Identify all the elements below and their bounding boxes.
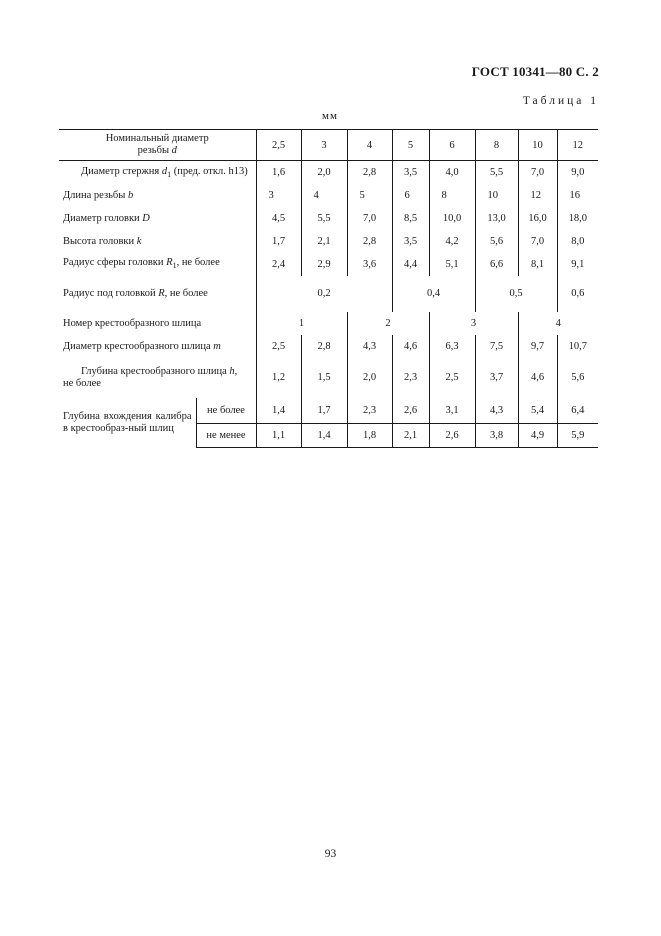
- header-value: 8: [475, 130, 518, 161]
- row-label-line2: не более: [63, 377, 101, 389]
- cell-value: 2,0: [301, 161, 347, 184]
- cell-value: 1,6: [256, 161, 301, 184]
- table-row: [59, 230, 598, 253]
- cell-value: 5,9: [557, 424, 598, 448]
- cell-value: 13,0: [475, 207, 518, 230]
- row-label-text: Радиус сферы головки: [63, 257, 164, 269]
- row-label: Глубина вхождения калибра в крестообраз-ный шлиц: [59, 398, 196, 448]
- cell-value: 4,2: [429, 230, 475, 253]
- header-value: 6: [429, 130, 475, 161]
- cell-value: 6: [392, 184, 429, 207]
- cell-value: 5,6: [571, 372, 585, 383]
- cell-value: 4: [555, 317, 561, 329]
- cell-value: 12: [518, 184, 557, 207]
- cell-value: 4,4: [392, 253, 429, 276]
- unit-label: мм: [322, 110, 338, 122]
- row-label-var: R: [166, 257, 173, 269]
- cell-value: 1,1: [256, 424, 301, 448]
- cell-value: 2,3: [392, 358, 429, 398]
- cell-value: 8,1: [518, 253, 557, 276]
- cell-value: 4,6: [392, 335, 429, 358]
- cell-value: 10,0: [429, 207, 475, 230]
- cell-value: 0,4: [392, 276, 475, 312]
- cell-value: 10,7: [568, 340, 587, 352]
- sub-label: не менее: [196, 424, 256, 448]
- cell-value: 0,6: [571, 288, 585, 299]
- header-value: 10: [518, 130, 557, 161]
- table-header-row: [59, 130, 598, 161]
- cell-value: 2,5: [429, 358, 475, 398]
- cell-value: 2,8: [347, 161, 392, 184]
- cell-value: 3,8: [475, 424, 518, 448]
- cell-value: 2,5: [256, 335, 301, 358]
- cell-value: 3: [429, 312, 518, 335]
- cell-value: 5,4: [518, 398, 557, 424]
- cell-value: 1,7: [301, 398, 347, 424]
- cell-value: 1,4: [256, 398, 301, 424]
- row-label-sub: 1: [172, 261, 177, 271]
- cell-value: 5: [347, 184, 392, 207]
- cell-value: 16,0: [518, 207, 557, 230]
- row-label-sub: 1: [167, 169, 172, 179]
- cell-value: 2,6: [392, 398, 429, 424]
- cell-value: 3,1: [429, 398, 475, 424]
- cell-value: 4,5: [256, 207, 301, 230]
- cell-value: 1,4: [301, 424, 347, 448]
- header-value: 5: [392, 130, 429, 161]
- cell-value: 2,1: [301, 230, 347, 253]
- cell-value: 8,5: [392, 207, 429, 230]
- screw-dimensions-table: [59, 129, 598, 448]
- cell-value: 3,5: [392, 161, 429, 184]
- cell-value: 1,8: [347, 424, 392, 448]
- cell-value: 6,4: [557, 398, 598, 424]
- row-label-suffix: (пред. откл. h13): [171, 165, 248, 177]
- cell-value: 7,0: [518, 230, 557, 253]
- cell-value: 2,1: [392, 424, 429, 448]
- cell-value: 2,9: [301, 253, 347, 276]
- header-value: 4: [347, 130, 392, 161]
- header-value: 12: [557, 130, 598, 161]
- cell-value: 3,6: [347, 253, 392, 276]
- header-value: 3: [301, 130, 347, 161]
- cell-value: 5,5: [301, 207, 347, 230]
- cell-value: 1,7: [256, 230, 301, 253]
- cell-value: 7,0: [347, 207, 392, 230]
- row-label: Номер крестообразного шлица: [59, 312, 256, 335]
- cell-value: 8,0: [571, 235, 585, 247]
- row-label-var: b: [127, 189, 134, 201]
- table-row: [59, 312, 598, 335]
- row-label-var: h: [229, 365, 235, 377]
- cell-value: 2,3: [347, 398, 392, 424]
- row-label: [59, 253, 256, 276]
- header-value: 2,5: [256, 130, 301, 161]
- row-label-text: Высота головки: [63, 235, 135, 247]
- cell-value: 9,1: [571, 258, 585, 270]
- header-label-line2: резьбы: [137, 145, 169, 156]
- cell-value: 4,9: [518, 424, 557, 448]
- row-label-text: Глубина крестообразного шлица: [81, 365, 227, 377]
- cell-value: 4,0: [429, 161, 475, 184]
- cell-value: 4,6: [518, 358, 557, 398]
- cell-value: 6,3: [429, 335, 475, 358]
- cell-value: 1: [256, 312, 347, 335]
- cell-value: 3,7: [475, 358, 518, 398]
- cell-value: 10: [475, 184, 518, 207]
- document-header: ГОСТ 10341—80 С. 2: [471, 64, 599, 79]
- table-row: [59, 358, 598, 398]
- cell-value: 3: [256, 184, 301, 207]
- cell-value: 5,1: [429, 253, 475, 276]
- cell-value: 3,5: [392, 230, 429, 253]
- table-row: [59, 207, 598, 230]
- cell-value: 4: [301, 184, 347, 207]
- header-label-cell: [59, 130, 256, 161]
- table-row: [59, 184, 598, 207]
- row-label: [59, 207, 256, 230]
- cell-value: 0,2: [256, 276, 392, 312]
- row-label: [59, 184, 256, 207]
- row-label-var: m: [213, 340, 221, 352]
- cell-value: 9,7: [518, 335, 557, 358]
- row-label-text: Диаметр стержня: [81, 165, 160, 177]
- sub-label: не более: [196, 398, 256, 424]
- cell-value: 2,6: [429, 424, 475, 448]
- table-row: [59, 398, 598, 424]
- row-label-suffix: , не более: [176, 257, 220, 269]
- row-label-suffix: , не более: [164, 288, 208, 299]
- table-row: [59, 161, 598, 184]
- table-row: [59, 276, 598, 312]
- cell-value: 4,3: [347, 335, 392, 358]
- cell-value: 2,4: [256, 253, 301, 276]
- cell-value: 5,6: [475, 230, 518, 253]
- cell-value: 16: [569, 189, 581, 201]
- table-row: [59, 253, 598, 276]
- cell-value: 9,0: [571, 166, 585, 178]
- cell-value: 8: [429, 184, 475, 207]
- header-label-line1: Номинальный диаметр: [105, 133, 209, 144]
- cell-value: 1,5: [301, 358, 347, 398]
- row-label-var: R: [158, 288, 165, 299]
- row-label-text: Диаметр головки: [63, 212, 140, 224]
- cell-value: 4,3: [475, 398, 518, 424]
- cell-value: 18,0: [568, 212, 587, 224]
- cell-value: 2,8: [347, 230, 392, 253]
- cell-value: 5,5: [475, 161, 518, 184]
- cell-value: 0,5: [475, 276, 557, 312]
- row-label: [59, 230, 256, 253]
- header-label-var: d: [171, 145, 177, 156]
- row-label: [59, 161, 256, 184]
- cell-value: 7,5: [475, 335, 518, 358]
- row-label-var: D: [142, 212, 150, 224]
- row-label-text: Длина резьбы: [63, 189, 126, 201]
- page-number: 93: [324, 848, 337, 860]
- row-label-text: Диаметр крестообразного шлица: [63, 340, 211, 352]
- cell-value: 6,6: [475, 253, 518, 276]
- table-label: Таблица 1: [522, 95, 599, 107]
- cell-value: 7,0: [518, 161, 557, 184]
- cell-value: 2,8: [301, 335, 347, 358]
- cell-value: 2: [347, 312, 429, 335]
- row-label-text: Радиус под головкой: [63, 288, 156, 299]
- cell-value: 2,0: [347, 358, 392, 398]
- row-label: Глубина крестообразного шлица h, не более: [59, 358, 256, 398]
- cell-value: 1,2: [256, 358, 301, 398]
- row-label-var: k: [136, 235, 142, 247]
- row-label: [59, 276, 256, 312]
- row-label-var: d: [161, 165, 168, 177]
- row-label: [59, 335, 256, 358]
- table-row: [59, 335, 598, 358]
